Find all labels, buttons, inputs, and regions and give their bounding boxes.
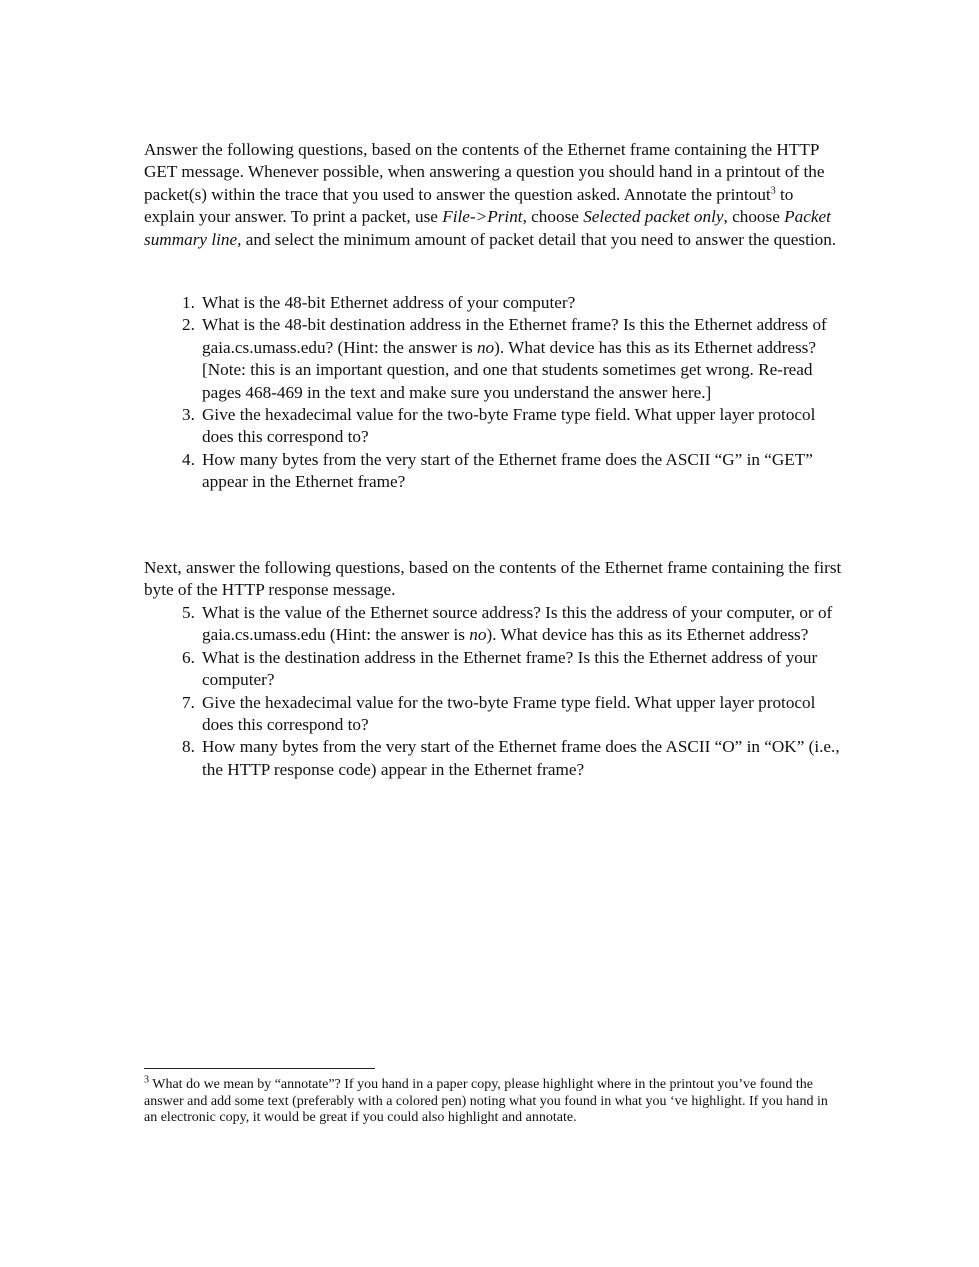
- option-selected-packet: Selected packet only: [583, 207, 724, 227]
- list-item: [144, 449, 844, 494]
- question-text-emphasis: no: [476, 337, 495, 357]
- option-summary-line: Packet summary line,: [144, 207, 831, 249]
- question-number: 7.: [182, 692, 195, 712]
- menu-path: File->Print: [442, 207, 523, 227]
- footnote-reference: 3: [770, 185, 776, 197]
- second-intro-text: Next, answer the following questions, based on the contents of the Ethernet frame containing the first byte of the HTTP response message.: [144, 558, 842, 600]
- list-item: [144, 292, 844, 314]
- list-item: [144, 602, 844, 647]
- question-number: 8.: [182, 737, 195, 757]
- question-text: [202, 602, 844, 647]
- question-text-pre: What is the 48-bit destination address in the Ethernet frame? Is this the Ethernet address of gaia.cs.umass.edu? (Hint: the answer is: [202, 315, 827, 357]
- question-text: Give the hexadecimal value for the two-byte Frame type field. What upper layer protocol does this correspond to?: [202, 405, 816, 447]
- question-text-pre: What is the value of the Ethernet source address? Is this the address of your computer, or of gaia.cs.umass.edu (Hint: the answer is: [202, 603, 833, 645]
- question-list-response: [144, 602, 844, 781]
- question-text: [202, 314, 844, 404]
- list-item: [144, 314, 844, 404]
- question-number: 5.: [182, 603, 195, 622]
- footnote-text: What do we mean by “annotate”? If you hand in a paper copy, please highlight where in the printout you’ve found the answer and add some text (preferably with a colored pen) noting what you found in what you ‘ve highlight. If you hand in an electronic copy, it would be great if you could also highlight and annotate.: [144, 1077, 828, 1126]
- question-text: Give the hexadecimal value for the two-byte Frame type field. What upper layer protocol does this correspond to?: [202, 692, 816, 735]
- list-item: [144, 692, 844, 737]
- question-text-post: ). What device has this as its Ethernet address? [Note: this is an important question, and one that students sometimes get wrong. Re-read pages 468-469 in the text and make sure you understand the answer here.]: [202, 337, 816, 402]
- question-text: How many bytes from the very start of the Ethernet frame does the ASCII “O” in “OK” (i.e., the HTTP response code) appear in the Ethernet frame?: [202, 737, 840, 779]
- question-number: 4.: [182, 449, 195, 469]
- list-item: [144, 404, 844, 449]
- list-item: [144, 736, 844, 781]
- intro-text-5: and select the minimum amount of packet detail that you need to answer the question.: [241, 229, 837, 249]
- question-number: 2.: [182, 315, 195, 335]
- footnote: [144, 1074, 844, 1127]
- question-text: What is the destination address in the Ethernet frame? Is this the Ethernet address of your computer?: [202, 647, 818, 690]
- question-text-emphasis: no: [469, 625, 487, 645]
- question-text-post: ). What device has this as its Ethernet address?: [486, 625, 809, 645]
- question-text: What is the 48-bit Ethernet address of your computer?: [202, 293, 576, 312]
- question-number: 6.: [182, 647, 195, 667]
- intro-text-4: , choose: [723, 207, 785, 227]
- footnote-divider: [144, 1068, 375, 1069]
- question-list-get: [144, 292, 844, 494]
- intro-text-3: , choose: [522, 207, 584, 227]
- second-intro-paragraph: [144, 557, 844, 602]
- question-text: How many bytes from the very start of the Ethernet frame does the ASCII “G” in “GET” appear in the Ethernet frame?: [202, 449, 813, 492]
- intro-paragraph: [144, 139, 844, 251]
- question-number: 3.: [182, 405, 195, 425]
- question-number: 1.: [182, 293, 195, 312]
- intro-text-1: Answer the following questions, based on the contents of the Ethernet frame containing the HTTP GET message. Whenever possible, when answering a question you should hand in a printout of the packet(s) within the trace that you used to answer the question asked. Annotate the printout: [144, 140, 825, 204]
- footnote-marker: 3: [144, 1074, 149, 1086]
- intro-text-2: to explain your answer. To print a packet, use: [144, 184, 794, 227]
- list-item: [144, 647, 844, 692]
